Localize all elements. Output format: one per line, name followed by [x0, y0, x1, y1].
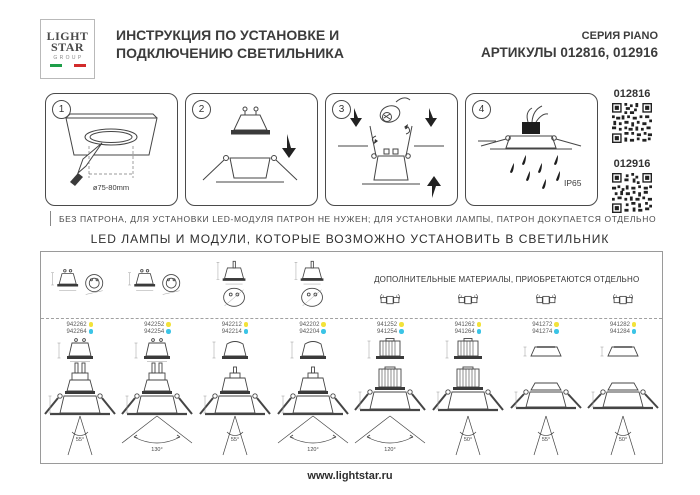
step-number: 4 [472, 100, 491, 119]
cyan-dot-icon [632, 329, 637, 334]
yellow-dot-icon [89, 322, 94, 327]
lamp-holder-icon [535, 293, 557, 305]
beam-angle-label: 50° [463, 437, 473, 443]
qr-code-icon [612, 173, 652, 213]
diagram-mr16-narrow-beam [197, 337, 273, 459]
article-cell [507, 322, 585, 336]
website-url: www.lightstar.ru [307, 470, 393, 482]
beam-angle-label: 120° [384, 447, 397, 453]
article-numbers-row [41, 319, 662, 337]
gu10-lamp-drawing [121, 256, 193, 314]
yellow-dot-icon [632, 322, 637, 327]
lamp-holder-icon [379, 293, 401, 305]
article-code: 941282 [609, 322, 630, 328]
article-code: 942262 [66, 322, 87, 328]
step-number: 3 [332, 100, 351, 119]
article-code: 941284 [609, 329, 630, 335]
yellow-dot-icon [477, 322, 482, 327]
article-code: 942204 [299, 329, 320, 335]
article-code: 941252 [377, 322, 398, 328]
article-cell [352, 322, 430, 336]
logo-group: GROUP [53, 55, 84, 62]
step-number: 1 [52, 100, 71, 119]
lamp-holder-icon [457, 293, 479, 305]
article-cell [584, 322, 662, 336]
cyan-dot-icon [166, 329, 171, 334]
mr16-lamp-drawing [277, 256, 349, 314]
cyan-dot-icon [244, 329, 249, 334]
cyan-dot-icon [554, 329, 559, 334]
extras-block [352, 252, 663, 318]
hole-diameter-label: ø75-80mm [92, 183, 130, 192]
diagram-flat-led-narrow-beam [585, 337, 661, 459]
yellow-dot-icon [554, 322, 559, 327]
article-code: 941272 [532, 322, 553, 328]
articles-label: АРТИКУЛЫ 012816, 012916 [480, 45, 658, 60]
article-code: 942264 [66, 329, 87, 335]
step-1-box [45, 93, 178, 206]
beam-angle-label: 130° [151, 447, 164, 453]
logo-light: LIGHT [46, 29, 89, 44]
italian-flag-stripe [50, 64, 86, 67]
article-code: 941262 [454, 322, 475, 328]
diagram-led-module-narrow-beam [430, 337, 506, 459]
article-cell [41, 322, 119, 336]
panel-top-row [41, 252, 662, 318]
lightstar-logo [40, 19, 95, 79]
mr16-lamp-drawing [199, 256, 271, 314]
article-code: 941274 [532, 329, 553, 335]
step-4-box [465, 93, 598, 206]
logo-star: STAR [50, 40, 85, 55]
step-3-box [325, 93, 458, 206]
installation-diagrams-row [41, 337, 662, 459]
article-code: 942202 [299, 322, 320, 328]
beam-angle-label: 55° [541, 437, 550, 443]
title-line-2: ПОДКЛЮЧЕНИЮ СВЕТИЛЬНИКА [116, 44, 344, 61]
led-section-heading: LED ЛАМПЫ И МОДУЛИ, КОТОРЫЕ ВОЗМОЖНО УСТАНОВИТЬ В СВЕТИЛЬНИК [90, 232, 610, 246]
article-code: 942214 [221, 329, 242, 335]
yellow-dot-icon [321, 322, 326, 327]
title-line-1: ИНСТРУКЦИЯ ПО УСТАНОВКЕ И [116, 27, 340, 43]
step-2-box [185, 93, 318, 206]
page-title [116, 27, 344, 62]
qr-code-column [601, 88, 663, 222]
cyan-dot-icon [321, 329, 326, 334]
note-divider [50, 211, 51, 226]
article-code: 941264 [454, 329, 475, 335]
cyan-dot-icon [89, 329, 94, 334]
article-code: 942252 [144, 322, 165, 328]
series-info [481, 30, 658, 60]
beam-angle-label: 55° [230, 437, 240, 443]
article-code: 942254 [144, 329, 165, 335]
article-code: 942212 [221, 322, 242, 328]
diagram-mr16-wide-beam [275, 337, 351, 459]
article-cell [196, 322, 274, 336]
lamp-holder-icon [612, 293, 634, 305]
qr-article-012816: 012816 [613, 88, 651, 100]
note-text: БЕЗ ПАТРОНА, ДЛЯ УСТАНОВКИ LED-МОДУЛЯ ПАТРОН НЕ НУЖЕН; ДЛЯ УСТАНОВКИ ЛАМПЫ, ПАТРОН ДОКУПАЕТСЯ ОТДЕЛЬНО [59, 213, 657, 224]
qr-code-icon [612, 103, 652, 143]
series-label: СЕРИЯ PIANO [581, 30, 658, 42]
yellow-dot-icon [244, 322, 249, 327]
article-cell [119, 322, 197, 336]
cyan-dot-icon [399, 329, 404, 334]
beam-angle-label: 50° [619, 437, 628, 443]
step-number: 2 [192, 100, 211, 119]
extras-heading: ДОПОЛНИТЕЛЬНЫЕ МАТЕРИАЛЫ, ПРИОБРЕТАЮТСЯ ОТДЕЛЬНО [374, 275, 640, 284]
diagram-gu10-wide-beam [119, 337, 195, 459]
beam-angle-label: 120° [306, 447, 319, 453]
yellow-dot-icon [399, 322, 404, 327]
led-lamps-panel [40, 251, 663, 464]
yellow-dot-icon [166, 322, 171, 327]
diagram-gu10-narrow-beam [42, 337, 118, 459]
diagram-flat-led-narrow-beam [508, 337, 584, 459]
water-drops-icon [510, 155, 560, 189]
beam-angle-label: 55° [75, 437, 84, 443]
note-row [50, 211, 657, 226]
gu10-lamp-drawing [44, 256, 116, 314]
extras-icons-row [352, 293, 663, 305]
ip65-label: IP65 [564, 178, 582, 188]
cyan-dot-icon [477, 329, 482, 334]
qr-article-012916: 012916 [613, 158, 651, 170]
article-code: 941254 [377, 329, 398, 335]
diagram-led-module-wide-beam [352, 337, 428, 459]
article-cell [274, 322, 352, 336]
article-cell [429, 322, 507, 336]
